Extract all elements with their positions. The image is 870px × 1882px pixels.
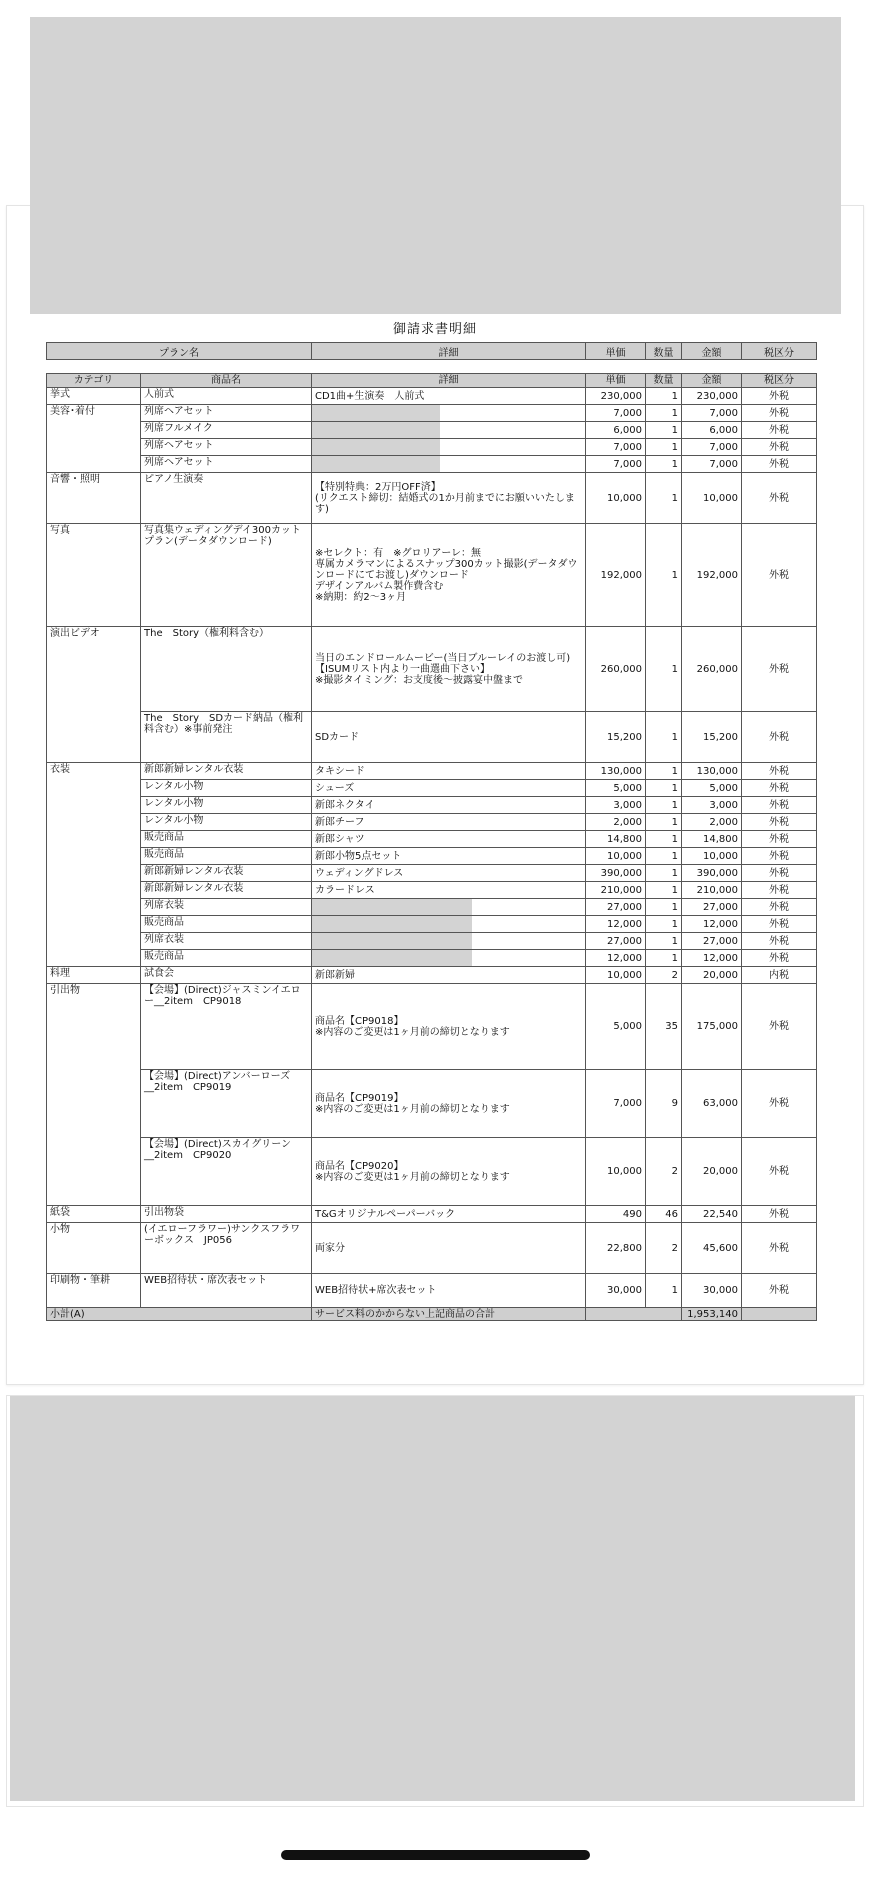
plan-unit-header: 単価: [586, 343, 646, 360]
amount-header: 金額: [682, 374, 742, 388]
tax-cell: 外税: [742, 1223, 817, 1274]
unit-price-cell: 7,000: [586, 1070, 646, 1138]
unit-price-cell: 3,000: [586, 797, 646, 814]
detail-cell: WEB招待状+席次表セット: [312, 1274, 586, 1308]
tax-header: 税区分: [742, 374, 817, 388]
qty-cell: 9: [646, 1070, 682, 1138]
tax-cell: 外税: [742, 456, 817, 473]
detail-cell: 【特別特典：2万円OFF済】 (リクエスト締切：結婚式の1か月前までにお願いいたします): [312, 473, 586, 524]
redacted-block: [312, 422, 440, 438]
category-cell: 挙式: [47, 388, 141, 405]
subtotal-detail: サービス料のかからない上記商品の合計: [312, 1308, 586, 1321]
tax-cell: 外税: [742, 422, 817, 439]
table-row: [47, 831, 817, 848]
product-cell: 写真集ウェディングデイ300カットプラン(データダウンロード): [141, 524, 312, 627]
unit-price-cell: 7,000: [586, 405, 646, 422]
product-cell: ピアノ生演奏: [141, 473, 312, 524]
unit-price-cell: 5,000: [586, 780, 646, 797]
unit-price-cell: 2,000: [586, 814, 646, 831]
amount-cell: 2,000: [682, 814, 742, 831]
unit-price-cell: 490: [586, 1206, 646, 1223]
qty-cell: 1: [646, 814, 682, 831]
redacted-block: [312, 950, 472, 966]
product-cell: 【会場】(Direct)アンバーローズ__2item CP9019: [141, 1070, 312, 1138]
detail-cell: [312, 439, 586, 456]
redacted-block: [312, 916, 472, 932]
product-cell: 販売商品: [141, 950, 312, 967]
category-cell: 小物: [47, 1223, 141, 1274]
unit-price-cell: 12,000: [586, 916, 646, 933]
amount-cell: 210,000: [682, 882, 742, 899]
redacted-block: [312, 439, 440, 455]
amount-cell: 20,000: [682, 967, 742, 984]
amount-cell: 27,000: [682, 899, 742, 916]
amount-cell: 7,000: [682, 405, 742, 422]
qty-cell: 1: [646, 524, 682, 627]
subtotal-row: [47, 1308, 817, 1321]
table-row: [47, 439, 817, 456]
amount-cell: 30,000: [682, 1274, 742, 1308]
amount-cell: 7,000: [682, 439, 742, 456]
table-row: [47, 814, 817, 831]
qty-cell: 1: [646, 627, 682, 712]
plan-detail-header: 詳細: [312, 343, 586, 360]
product-cell: 列席ヘアセット: [141, 439, 312, 456]
table-row: [47, 797, 817, 814]
tax-cell: 外税: [742, 882, 817, 899]
product-cell: レンタル小物: [141, 780, 312, 797]
qty-cell: 1: [646, 405, 682, 422]
unit-price-cell: 10,000: [586, 967, 646, 984]
qty-cell: 35: [646, 984, 682, 1070]
table-row: [47, 933, 817, 950]
amount-cell: 230,000: [682, 388, 742, 405]
detail-cell: 当日のエンドロールムービー(当日ブルーレイのお渡し可) 【ISUMリスト内より一曲選曲下さい】 ※撮影タイミング：お支度後～披露宴中盤まで: [312, 627, 586, 712]
unit-price-cell: 230,000: [586, 388, 646, 405]
table-row: [47, 916, 817, 933]
tax-cell: 外税: [742, 831, 817, 848]
qty-cell: 1: [646, 712, 682, 763]
qty-cell: 1: [646, 916, 682, 933]
unit-price-cell: 5,000: [586, 984, 646, 1070]
amount-cell: 10,000: [682, 848, 742, 865]
product-cell: 新郎新婦レンタル衣装: [141, 882, 312, 899]
qty-cell: 1: [646, 797, 682, 814]
redacted-second-page: [10, 1396, 855, 1801]
detail-cell: [312, 933, 586, 950]
tax-cell: 外税: [742, 1070, 817, 1138]
table-row: [47, 899, 817, 916]
detail-header: 詳細: [312, 374, 586, 388]
table-row: [47, 1070, 817, 1138]
detail-cell: [312, 456, 586, 473]
tax-cell: 外税: [742, 524, 817, 627]
product-cell: レンタル小物: [141, 814, 312, 831]
unit-price-cell: 10,000: [586, 1138, 646, 1206]
amount-cell: 7,000: [682, 456, 742, 473]
tax-cell: 外税: [742, 780, 817, 797]
subtotal-tax-empty: [742, 1308, 817, 1321]
amount-cell: 192,000: [682, 524, 742, 627]
detail-cell: 新郎シャツ: [312, 831, 586, 848]
product-header: 商品名: [141, 374, 312, 388]
qty-cell: 1: [646, 899, 682, 916]
detail-cell: CD1曲+生演奏 人前式: [312, 388, 586, 405]
qty-cell: 1: [646, 933, 682, 950]
detail-cell: 新郎チーフ: [312, 814, 586, 831]
unit-price-cell: 6,000: [586, 422, 646, 439]
qty-cell: 46: [646, 1206, 682, 1223]
table-row: [47, 1223, 817, 1274]
tax-cell: 外税: [742, 865, 817, 882]
unit-price-cell: 27,000: [586, 899, 646, 916]
product-cell: 【会場】(Direct)スカイグリーン__2item CP9020: [141, 1138, 312, 1206]
detail-cell: [312, 405, 586, 422]
qty-cell: 1: [646, 456, 682, 473]
tax-cell: 外税: [742, 933, 817, 950]
product-cell: レンタル小物: [141, 797, 312, 814]
category-cell: 印刷物・筆耕: [47, 1274, 141, 1308]
product-cell: 新郎新婦レンタル衣装: [141, 763, 312, 780]
redacted-block: [312, 405, 440, 421]
qty-cell: 1: [646, 422, 682, 439]
category-cell: 写真: [47, 524, 141, 627]
tax-cell: 外税: [742, 439, 817, 456]
amount-cell: 5,000: [682, 780, 742, 797]
tax-cell: 外税: [742, 405, 817, 422]
detail-cell: 新郎ネクタイ: [312, 797, 586, 814]
product-cell: The Story SDカード納品（権利料含む）※事前発注: [141, 712, 312, 763]
detail-cell: 商品名【CP9020】 ※内容のご変更は1ヶ月前の締切となります: [312, 1138, 586, 1206]
unit-price-cell: 10,000: [586, 473, 646, 524]
category-cell: 衣装: [47, 763, 141, 967]
detail-cell: 新郎小物5点セット: [312, 848, 586, 865]
table-row: [47, 1206, 817, 1223]
product-cell: 試食会: [141, 967, 312, 984]
category-cell: 美容･着付: [47, 405, 141, 473]
unit-price-cell: 27,000: [586, 933, 646, 950]
product-cell: 【会場】(Direct)ジャスミンイエロー__2item CP9018: [141, 984, 312, 1070]
amount-cell: 63,000: [682, 1070, 742, 1138]
qty-cell: 1: [646, 831, 682, 848]
amount-cell: 27,000: [682, 933, 742, 950]
table-row: [47, 763, 817, 780]
category-cell: 紙袋: [47, 1206, 141, 1223]
subtotal-amount: 1,953,140: [682, 1308, 742, 1321]
table-header-row: [47, 374, 817, 388]
product-cell: 列席衣装: [141, 899, 312, 916]
unit-price-cell: 7,000: [586, 439, 646, 456]
tax-cell: 外税: [742, 797, 817, 814]
detail-cell: 両家分: [312, 1223, 586, 1274]
product-cell: 人前式: [141, 388, 312, 405]
tax-cell: 外税: [742, 1206, 817, 1223]
category-cell: 演出ビデオ: [47, 627, 141, 763]
plan-name-header: プラン名: [47, 343, 312, 360]
unit-price-cell: 210,000: [586, 882, 646, 899]
unit-price-cell: 10,000: [586, 848, 646, 865]
tax-cell: 外税: [742, 763, 817, 780]
subtotal-label: 小計(A): [47, 1308, 312, 1321]
table-row: [47, 422, 817, 439]
tax-cell: 外税: [742, 388, 817, 405]
tax-cell: 外税: [742, 627, 817, 712]
tax-cell: 内税: [742, 967, 817, 984]
unit-price-cell: 14,800: [586, 831, 646, 848]
unit-price-cell: 7,000: [586, 456, 646, 473]
product-cell: 販売商品: [141, 916, 312, 933]
product-cell: 販売商品: [141, 831, 312, 848]
table-row: [47, 456, 817, 473]
category-header: カテゴリ: [47, 374, 141, 388]
table-row: [47, 1274, 817, 1308]
document-title: 御請求書明細: [392, 322, 477, 337]
table-row: [47, 473, 817, 524]
amount-cell: 6,000: [682, 422, 742, 439]
amount-cell: 260,000: [682, 627, 742, 712]
invoice-table: [46, 373, 817, 1321]
amount-cell: 45,600: [682, 1223, 742, 1274]
detail-cell: [312, 916, 586, 933]
product-cell: 引出物袋: [141, 1206, 312, 1223]
plan-header-table: [46, 342, 817, 360]
qty-cell: 1: [646, 950, 682, 967]
category-cell: 引出物: [47, 984, 141, 1206]
table-row: [47, 984, 817, 1070]
qty-cell: 1: [646, 848, 682, 865]
tax-cell: 外税: [742, 984, 817, 1070]
unit-price-cell: 12,000: [586, 950, 646, 967]
unit-price-cell: 30,000: [586, 1274, 646, 1308]
table-row: [47, 950, 817, 967]
detail-cell: 商品名【CP9019】 ※内容のご変更は1ヶ月前の締切となります: [312, 1070, 586, 1138]
product-cell: 列席フルメイク: [141, 422, 312, 439]
amount-cell: 20,000: [682, 1138, 742, 1206]
qty-cell: 1: [646, 473, 682, 524]
amount-cell: 10,000: [682, 473, 742, 524]
qty-cell: 2: [646, 1138, 682, 1206]
unit-price-cell: 260,000: [586, 627, 646, 712]
table-row: [47, 848, 817, 865]
home-indicator[interactable]: [281, 1850, 590, 1860]
unit-header: 単価: [586, 374, 646, 388]
unit-price-cell: 22,800: [586, 1223, 646, 1274]
amount-cell: 12,000: [682, 950, 742, 967]
redacted-block: [312, 899, 472, 915]
detail-cell: 新郎新婦: [312, 967, 586, 984]
tax-cell: 外税: [742, 899, 817, 916]
redacted-block: [312, 456, 440, 472]
detail-cell: 商品名【CP9018】 ※内容のご変更は1ヶ月前の締切となります: [312, 984, 586, 1070]
amount-cell: 175,000: [682, 984, 742, 1070]
qty-cell: 2: [646, 967, 682, 984]
table-row: [47, 712, 817, 763]
table-row: [47, 1138, 817, 1206]
tax-cell: 外税: [742, 848, 817, 865]
table-row: [47, 524, 817, 627]
tax-cell: 外税: [742, 1138, 817, 1206]
table-row: [47, 882, 817, 899]
detail-cell: シューズ: [312, 780, 586, 797]
product-cell: (イエローフラワー)サンクスフラワーボックス JP056: [141, 1223, 312, 1274]
table-row: [47, 865, 817, 882]
amount-cell: 130,000: [682, 763, 742, 780]
unit-price-cell: 130,000: [586, 763, 646, 780]
detail-cell: SDカード: [312, 712, 586, 763]
unit-price-cell: 15,200: [586, 712, 646, 763]
amount-cell: 14,800: [682, 831, 742, 848]
amount-cell: 12,000: [682, 916, 742, 933]
qty-cell: 1: [646, 439, 682, 456]
qty-cell: 1: [646, 1274, 682, 1308]
product-cell: WEB招待状・席次表セット: [141, 1274, 312, 1308]
plan-tax-header: 税区分: [742, 343, 817, 360]
plan-amount-header: 金額: [682, 343, 742, 360]
redacted-header-area: [30, 17, 841, 314]
detail-cell: [312, 422, 586, 439]
category-cell: 音響・照明: [47, 473, 141, 524]
detail-cell: カラードレス: [312, 882, 586, 899]
product-cell: The Story（権利料含む）: [141, 627, 312, 712]
amount-cell: 15,200: [682, 712, 742, 763]
subtotal-empty: [586, 1308, 682, 1321]
table-row: [47, 405, 817, 422]
category-cell: 料理: [47, 967, 141, 984]
product-cell: 列席ヘアセット: [141, 456, 312, 473]
detail-cell: ※セレクト：有 ※グロリアーレ：無 専属カメラマンによるスナップ300カット撮影(データダウンロードにてお渡し)ダウンロード デザインアルバム製作費含む ※納期：約2～3ヶ月: [312, 524, 586, 627]
detail-cell: タキシード: [312, 763, 586, 780]
detail-cell: [312, 899, 586, 916]
tax-cell: 外税: [742, 473, 817, 524]
amount-cell: 22,540: [682, 1206, 742, 1223]
qty-cell: 2: [646, 1223, 682, 1274]
tax-cell: 外税: [742, 916, 817, 933]
amount-cell: 390,000: [682, 865, 742, 882]
tax-cell: 外税: [742, 814, 817, 831]
unit-price-cell: 390,000: [586, 865, 646, 882]
product-cell: 列席ヘアセット: [141, 405, 312, 422]
table-row: [47, 780, 817, 797]
unit-price-cell: 192,000: [586, 524, 646, 627]
qty-header: 数量: [646, 374, 682, 388]
table-row: [47, 627, 817, 712]
table-row: [47, 967, 817, 984]
product-cell: 新郎新婦レンタル衣装: [141, 865, 312, 882]
redacted-block: [312, 933, 472, 949]
detail-cell: T&Gオリジナルペーパーバック: [312, 1206, 586, 1223]
qty-cell: 1: [646, 882, 682, 899]
qty-cell: 1: [646, 388, 682, 405]
qty-cell: 1: [646, 763, 682, 780]
tax-cell: 外税: [742, 950, 817, 967]
detail-cell: ウェディングドレス: [312, 865, 586, 882]
tax-cell: 外税: [742, 712, 817, 763]
detail-cell: [312, 950, 586, 967]
table-row: [47, 388, 817, 405]
qty-cell: 1: [646, 780, 682, 797]
amount-cell: 3,000: [682, 797, 742, 814]
plan-qty-header: 数量: [646, 343, 682, 360]
qty-cell: 1: [646, 865, 682, 882]
product-cell: 列席衣装: [141, 933, 312, 950]
tax-cell: 外税: [742, 1274, 817, 1308]
product-cell: 販売商品: [141, 848, 312, 865]
